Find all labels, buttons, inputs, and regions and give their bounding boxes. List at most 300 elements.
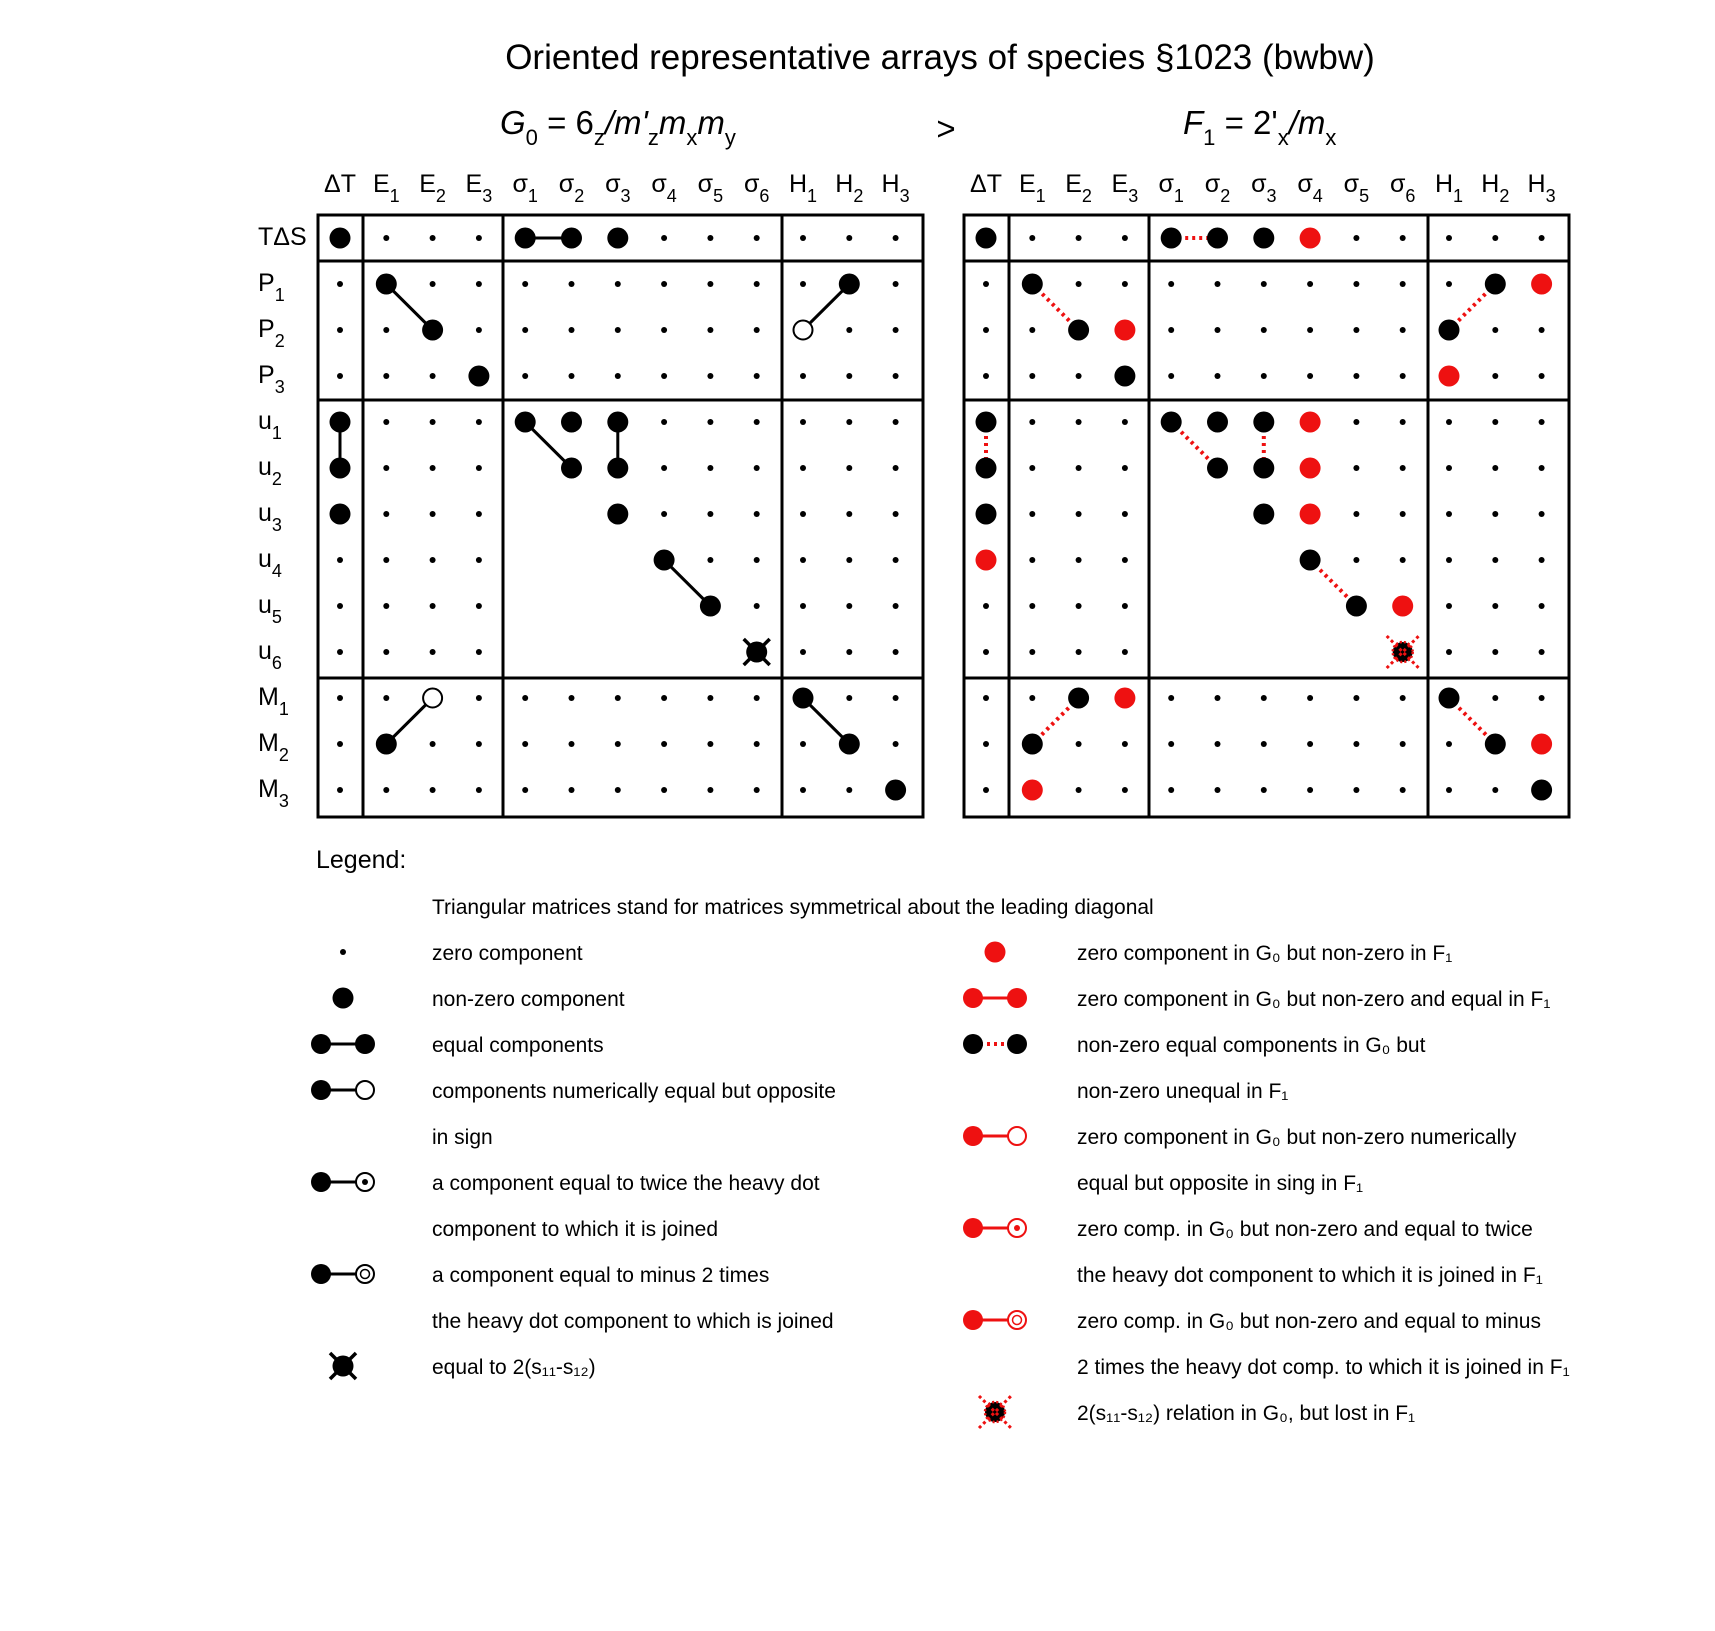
cell-f1-r1-c8	[1353, 281, 1359, 287]
row-label-9	[258, 637, 282, 673]
cell-f1-r12-c5	[1215, 787, 1221, 793]
col-header-f1-5-base: σ	[1204, 170, 1221, 198]
legend-right-1-text-0: zero component in G₀ but non-zero and equal in F₁	[1077, 988, 1551, 1011]
cell-f1-r9-c3	[1122, 649, 1128, 655]
legend-left-5-symbol-left	[311, 1264, 331, 1284]
cell-g0-r6-c11	[846, 511, 852, 517]
row-label-9-sub: 6	[271, 653, 282, 673]
cell-f1-r7-c8	[1353, 557, 1359, 563]
cell-g0-r3-c6	[615, 373, 621, 379]
cell-f1-r12-c7	[1307, 787, 1313, 793]
legend-left-5-symbol	[311, 1264, 374, 1284]
cell-f1-r4-c11	[1492, 419, 1498, 425]
cell-f1-r4-c6	[1253, 412, 1274, 433]
legend-right-2-text-0: non-zero equal components in G₀ but	[1077, 1034, 1426, 1057]
col-header-f1-8-sub: 5	[1359, 186, 1370, 206]
cell-g0-r6-c0	[330, 504, 351, 525]
cell-f1-r5-c11	[1492, 465, 1498, 471]
group-left-sub3: z	[647, 125, 659, 150]
legend-left-4-text-0: a component equal to twice the heavy dot	[432, 1172, 820, 1195]
cell-g0-r0-c8	[707, 235, 713, 241]
cell-f1-r10-c4	[1168, 695, 1174, 701]
cell-f1-r1-c0	[983, 281, 989, 287]
col-header-g0-4-base: σ	[512, 170, 528, 198]
cell-f1-r11-c3	[1122, 741, 1128, 747]
cell-f1-r8-c3	[1122, 603, 1128, 609]
cell-g0-r10-c3	[476, 695, 482, 701]
cell-f1-r10-c10	[1439, 688, 1460, 709]
cell-f1-r7-c3	[1122, 557, 1128, 563]
cell-g0-r6-c7	[661, 511, 667, 517]
cell-g0-r9-c12	[893, 649, 899, 655]
cell-f1-r0-c2	[1076, 235, 1082, 241]
row-label-12-sub: 3	[278, 791, 289, 811]
col-header-g0-12	[882, 170, 910, 206]
row-label-6-sub: 3	[271, 515, 282, 535]
legend-right-1-symbol-right	[1007, 988, 1027, 1008]
cell-g0-r1-c3	[476, 281, 482, 287]
cell-f1-r12-c12	[1531, 780, 1552, 801]
cell-f1-r2-c6	[1261, 327, 1267, 333]
row-label-10-base: M	[258, 683, 279, 711]
cell-f1-r5-c2	[1076, 465, 1082, 471]
cell-f1-r5-c6	[1253, 458, 1274, 479]
cell-g0-r4-c3	[476, 419, 482, 425]
col-header-g0-6-sub: 3	[620, 186, 631, 206]
cell-f1-r3-c0	[983, 373, 989, 379]
cell-f1-r3-c11	[1492, 373, 1498, 379]
cell-g0-r6-c10	[800, 511, 806, 517]
legend-right-5-symbol	[963, 1310, 1026, 1330]
cell-g0-r1-c4	[522, 281, 528, 287]
cell-f1-r12-c11	[1492, 787, 1498, 793]
cell-g0-r7-c7	[654, 550, 675, 571]
legend-right-2-symbol	[963, 1034, 1027, 1054]
col-header-g0-11-sub: 2	[853, 186, 864, 206]
col-header-g0-5	[559, 170, 584, 206]
cell-f1-r4-c10	[1446, 419, 1452, 425]
group-right-sub3: x	[1325, 125, 1337, 150]
legend-left-0-text-0: zero component	[432, 942, 583, 965]
cell-f1-r8-c0	[983, 603, 989, 609]
cell-f1-r6-c2	[1076, 511, 1082, 517]
legend-right-4-symbol-right-core	[1014, 1225, 1020, 1231]
cell-f1-r5-c1	[1029, 465, 1035, 471]
cell-f1-r2-c12	[1539, 327, 1545, 333]
cell-f1-r11-c8	[1353, 741, 1359, 747]
row-label-7	[258, 545, 282, 581]
cell-g0-r2-c5	[569, 327, 575, 333]
row-label-9-base: u	[258, 637, 272, 665]
cell-g0-r0-c6	[607, 228, 628, 249]
cell-f1-r0-c5	[1207, 228, 1228, 249]
row-label-4-base: u	[258, 407, 272, 435]
cell-g0-r6-c6	[607, 504, 628, 525]
legend-left-5-symbol-right	[356, 1265, 374, 1283]
cell-f1-r1-c5	[1215, 281, 1221, 287]
cell-f1-r2-c5	[1215, 327, 1221, 333]
col-header-g0-5-sub: 2	[574, 186, 585, 206]
col-header-g0-6-base: σ	[605, 170, 621, 198]
cell-f1-r4-c12	[1539, 419, 1545, 425]
cell-g0-r3-c1	[383, 373, 389, 379]
cell-g0-r0-c5	[561, 228, 582, 249]
cell-g0-r4-c7	[661, 419, 667, 425]
cell-g0-r11-c7	[661, 741, 667, 747]
cell-g0-r5-c11	[846, 465, 852, 471]
cell-f1-r7-c7	[1300, 550, 1321, 571]
cell-f1-r9-c9	[1387, 636, 1419, 668]
col-header-f1-0-base: ΔT	[970, 170, 1002, 198]
cell-g0-r4-c11	[846, 419, 852, 425]
group-left-sub2: z	[593, 125, 605, 150]
cell-g0-r2-c9	[754, 327, 760, 333]
col-header-g0-11	[835, 170, 863, 206]
legend-left-2-symbol-left	[311, 1034, 331, 1054]
cell-g0-r10-c9	[754, 695, 760, 701]
legend-left-2-symbol-right	[355, 1034, 375, 1054]
cell-f1-r7-c0	[976, 550, 997, 571]
col-header-f1-6	[1251, 170, 1276, 206]
cell-f1-r3-c10	[1439, 366, 1460, 387]
row-label-8	[258, 591, 282, 627]
cell-g0-r9-c3	[476, 649, 482, 655]
cell-g0-r3-c12	[893, 373, 899, 379]
legend-heading: Legend:	[316, 846, 407, 874]
col-header-f1-2	[1065, 170, 1092, 206]
cell-f1-r1-c3	[1122, 281, 1128, 287]
row-label-12	[258, 775, 289, 811]
cell-f1-r10-c7	[1307, 695, 1313, 701]
legend-layer	[311, 942, 1570, 1429]
cell-f1-r10-c9	[1400, 695, 1406, 701]
cell-f1-r4-c4	[1161, 412, 1182, 433]
row-label-0	[258, 223, 307, 251]
cell-g0-r3-c11	[846, 373, 852, 379]
cell-f1-r11-c6	[1261, 741, 1267, 747]
col-header-f1-3	[1112, 170, 1139, 206]
row-label-5-sub: 2	[271, 469, 282, 489]
legend-right-2-symbol-right	[1007, 1034, 1027, 1054]
cell-f1-r3-c5	[1215, 373, 1221, 379]
cell-g0-r11-c6	[615, 741, 621, 747]
cell-f1-r5-c3	[1122, 465, 1128, 471]
cell-f1-r10-c8	[1353, 695, 1359, 701]
cell-f1-r11-c4	[1168, 741, 1174, 747]
legend-left-6-symbol	[330, 1353, 356, 1379]
cell-f1-r9-c11	[1492, 649, 1498, 655]
cell-g0-r9-c10	[800, 649, 806, 655]
cell-g0-r9-c0	[337, 649, 343, 655]
cell-g0-r1-c10	[800, 281, 806, 287]
group-left-sub4: x	[686, 125, 698, 150]
col-header-f1-11-base: H	[1481, 170, 1500, 198]
group-left-sub1: 0	[525, 125, 538, 150]
col-header-f1-12-sub: 3	[1545, 186, 1556, 206]
cell-f1-r0-c0	[976, 228, 997, 249]
cell-g0-r2-c12	[893, 327, 899, 333]
cell-g0-r2-c6	[615, 327, 621, 333]
legend-left-3-symbol	[311, 1080, 374, 1100]
cell-g0-r7-c3	[476, 557, 482, 563]
cell-f1-r2-c11	[1492, 327, 1498, 333]
cell-g0-r10-c7	[661, 695, 667, 701]
col-header-f1-9	[1390, 170, 1415, 206]
cell-g0-r10-c11	[846, 695, 852, 701]
group-right-main: F	[1183, 104, 1204, 141]
col-header-f1-8	[1344, 170, 1369, 206]
cell-f1-r9-c1	[1029, 649, 1035, 655]
cell-f1-r8-c12	[1539, 603, 1545, 609]
cell-g0-r11-c1	[376, 734, 397, 755]
cell-f1-r1-c4	[1168, 281, 1174, 287]
cell-g0-r0-c1	[383, 235, 389, 241]
cell-f1-r7-c2	[1076, 557, 1082, 563]
cell-g0-r5-c7	[661, 465, 667, 471]
cell-g0-r10-c10	[793, 688, 814, 709]
group-left-main: G	[500, 104, 526, 141]
group-left-eq: = 6	[537, 104, 594, 141]
col-header-f1-1-base: E	[1018, 170, 1036, 198]
cell-f1-r12-c1	[1022, 780, 1043, 801]
legend-left-5-text-1: the heavy dot component to which is joined	[432, 1310, 834, 1333]
legend-right-3-text-0: zero component in G₀ but non-zero numerically	[1077, 1126, 1517, 1149]
cell-g0-r11-c12	[893, 741, 899, 747]
legend-right-6-symbol	[979, 1396, 1011, 1428]
cell-g0-r9-c9	[744, 639, 770, 665]
cell-f1-r10-c0	[983, 695, 989, 701]
diagram-title: Oriented representative arrays of species §1023 (bwbw)	[505, 38, 1375, 77]
cell-g0-r1-c0	[337, 281, 343, 287]
cell-f1-r7-c12	[1539, 557, 1545, 563]
cell-f1-r2-c4	[1168, 327, 1174, 333]
cell-f1-r1-c6	[1261, 281, 1267, 287]
col-header-f1-3-base: E	[1111, 170, 1129, 198]
legend-left-1-symbol	[333, 988, 354, 1009]
cell-f1-r11-c10	[1446, 741, 1452, 747]
cell-f1-r11-c1	[1022, 734, 1043, 755]
col-header-f1-10-base: H	[1434, 170, 1454, 198]
col-header-g0-3-base: E	[465, 170, 483, 198]
col-header-g0-1-sub: 1	[389, 186, 400, 206]
cell-g0-r6-c1	[383, 511, 389, 517]
cell-g0-r2-c1	[383, 327, 389, 333]
cell-f1-r3-c1	[1029, 373, 1035, 379]
cell-g0-r11-c9	[754, 741, 760, 747]
cell-g0-r6-c3	[476, 511, 482, 517]
cell-f1-r8-c1	[1029, 603, 1035, 609]
cell-g0-r10-c2	[423, 689, 442, 708]
col-header-f1-7	[1297, 170, 1322, 206]
row-label-0-base: TΔS	[258, 223, 307, 251]
legend-right-3-symbol	[963, 1126, 1026, 1146]
legend-right-4-symbol	[963, 1218, 1026, 1238]
cell-f1-r5-c7	[1300, 458, 1321, 479]
cell-g0-r10-c4	[522, 695, 528, 701]
col-header-f1-7-sub: 4	[1312, 186, 1323, 206]
cell-g0-r4-c4	[515, 412, 536, 433]
cell-f1-r6-c10	[1446, 511, 1452, 517]
col-header-g0-10-base: H	[788, 170, 808, 198]
cell-f1-r8-c9	[1392, 596, 1413, 617]
row-label-7-sub: 4	[271, 561, 282, 581]
row-label-1-base: P	[258, 269, 275, 297]
cell-f1-r1-c11	[1485, 274, 1506, 295]
row-label-1	[258, 269, 285, 305]
col-header-g0-11-base: H	[835, 170, 854, 198]
col-header-g0-9	[744, 170, 769, 206]
cell-g0-r12-c11	[846, 787, 852, 793]
cell-f1-r10-c1	[1029, 695, 1035, 701]
cell-g0-r0-c12	[893, 235, 899, 241]
col-header-g0-9-sub: 6	[759, 186, 770, 206]
cell-f1-r6-c3	[1122, 511, 1128, 517]
cell-g0-r7-c9	[754, 557, 760, 563]
cell-g0-r5-c3	[476, 465, 482, 471]
cell-g0-r3-c7	[661, 373, 667, 379]
cell-g0-r11-c2	[430, 741, 436, 747]
cell-g0-r1-c9	[754, 281, 760, 287]
row-label-4-sub: 1	[271, 423, 282, 443]
legend-right-5-text-0: zero comp. in G₀ but non-zero and equal to minus	[1077, 1310, 1541, 1333]
cell-g0-r0-c3	[476, 235, 482, 241]
group-right-sub2: x	[1277, 125, 1289, 150]
cell-g0-r1-c1	[376, 274, 397, 295]
cell-g0-r12-c9	[754, 787, 760, 793]
cell-g0-r8-c12	[893, 603, 899, 609]
legend-right-3-text-1: equal but opposite in sing in F₁	[1077, 1172, 1364, 1195]
cell-g0-r11-c3	[476, 741, 482, 747]
cell-g0-r7-c11	[846, 557, 852, 563]
cell-f1-r5-c0	[976, 458, 997, 479]
cell-f1-r2-c7	[1307, 327, 1313, 333]
legend-right-4-text-1: the heavy dot component to which it is joined in F₁	[1077, 1264, 1543, 1287]
cell-f1-r1-c9	[1400, 281, 1406, 287]
col-header-f1-12	[1528, 170, 1556, 206]
col-header-g0-7	[651, 170, 676, 206]
legend-right-2-symbol-left	[963, 1034, 983, 1054]
cell-g0-r7-c1	[383, 557, 389, 563]
cell-g0-r3-c4	[522, 373, 528, 379]
cell-f1-r11-c2	[1076, 741, 1082, 747]
col-header-g0-12-base: H	[881, 170, 900, 198]
row-label-2	[258, 315, 285, 351]
cell-g0-r5-c2	[430, 465, 436, 471]
row-label-6	[258, 499, 282, 535]
row-label-11-base: M	[258, 729, 279, 757]
cell-f1-r6-c9	[1400, 511, 1406, 517]
cell-g0-r5-c8	[707, 465, 713, 471]
col-header-g0-9-base: σ	[743, 170, 760, 198]
matrix-g0	[258, 170, 923, 817]
row-label-8-sub: 5	[271, 607, 282, 627]
cell-g0-r2-c11	[846, 327, 852, 333]
cell-g0-r6-c2	[430, 511, 436, 517]
legend-right-4-symbol-left	[963, 1218, 983, 1238]
cell-g0-r2-c8	[707, 327, 713, 333]
cell-g0-r3-c5	[569, 373, 575, 379]
group-label-left	[500, 104, 736, 150]
cell-g0-r7-c10	[800, 557, 806, 563]
legend-left-2-text-0: equal components	[432, 1034, 604, 1057]
cell-g0-r7-c0	[337, 557, 343, 563]
cell-g0-r11-c4	[522, 741, 528, 747]
cell-g0-r7-c8	[707, 557, 713, 563]
legend-left-4-symbol	[311, 1172, 374, 1192]
cell-f1-r8-c8	[1346, 596, 1367, 617]
cell-g0-r6-c9	[754, 511, 760, 517]
cell-f1-r4-c2	[1076, 419, 1082, 425]
cell-f1-r5-c10	[1446, 465, 1452, 471]
cell-f1-r7-c1	[1029, 557, 1035, 563]
cell-f1-r11-c11	[1485, 734, 1506, 755]
cell-f1-r3-c2	[1076, 373, 1082, 379]
cell-g0-r0-c10	[800, 235, 806, 241]
cell-f1-r12-c6	[1261, 787, 1267, 793]
legend-left-2-symbol	[311, 1034, 375, 1054]
col-header-f1-3-sub: 3	[1128, 186, 1139, 206]
cell-f1-r0-c1	[1029, 235, 1035, 241]
cell-f1-r3-c9	[1400, 373, 1406, 379]
cell-g0-r2-c3	[476, 327, 482, 333]
col-header-g0-8	[698, 170, 723, 206]
col-header-f1-1	[1019, 170, 1046, 206]
cell-g0-r2-c10	[794, 321, 813, 340]
cell-f1-r12-c0	[983, 787, 989, 793]
cell-g0-r4-c6	[607, 412, 628, 433]
cell-g0-r0-c4	[515, 228, 536, 249]
cell-f1-r3-c6	[1261, 373, 1267, 379]
cell-f1-r10-c3	[1114, 688, 1135, 709]
col-header-f1-4-base: σ	[1158, 170, 1174, 198]
cell-g0-r11-c8	[707, 741, 713, 747]
cell-f1-r6-c0	[976, 504, 997, 525]
legend-left-3-symbol-left	[311, 1080, 331, 1100]
cell-g0-r12-c7	[661, 787, 667, 793]
cell-g0-r1-c5	[569, 281, 575, 287]
col-header-f1-11	[1481, 170, 1509, 206]
cell-g0-r3-c8	[707, 373, 713, 379]
group-left-mid: /m'	[604, 104, 648, 141]
cell-g0-r1-c2	[430, 281, 436, 287]
legend-left-4-symbol-right-core	[362, 1179, 368, 1185]
col-header-g0-8-sub: 5	[713, 186, 724, 206]
cell-g0-r3-c2	[430, 373, 436, 379]
row-label-11	[258, 729, 289, 765]
cell-g0-r8-c10	[800, 603, 806, 609]
col-header-g0-3	[466, 170, 493, 206]
cell-f1-r8-c2	[1076, 603, 1082, 609]
col-header-f1-11-sub: 2	[1499, 186, 1510, 206]
row-label-3-base: P	[258, 361, 275, 389]
cell-f1-r1-c2	[1076, 281, 1082, 287]
legend-right-3-symbol-right	[1008, 1127, 1026, 1145]
legend-right-2-text-1: non-zero unequal in F₁	[1077, 1080, 1289, 1103]
row-label-4	[258, 407, 282, 443]
cell-f1-r0-c9	[1400, 235, 1406, 241]
legend-note: Triangular matrices stand for matrices symmetrical about the leading diagonal	[432, 896, 1154, 919]
col-header-f1-6-sub: 3	[1266, 186, 1277, 206]
cell-g0-r0-c7	[661, 235, 667, 241]
cell-f1-r6-c8	[1353, 511, 1359, 517]
cell-g0-r6-c12	[893, 511, 899, 517]
cell-g0-r10-c5	[569, 695, 575, 701]
group-left-m2: m	[697, 104, 725, 141]
cell-f1-r12-c9	[1400, 787, 1406, 793]
legend-right-5-symbol-left	[963, 1310, 983, 1330]
cell-g0-r3-c0	[337, 373, 343, 379]
cell-g0-r8-c3	[476, 603, 482, 609]
